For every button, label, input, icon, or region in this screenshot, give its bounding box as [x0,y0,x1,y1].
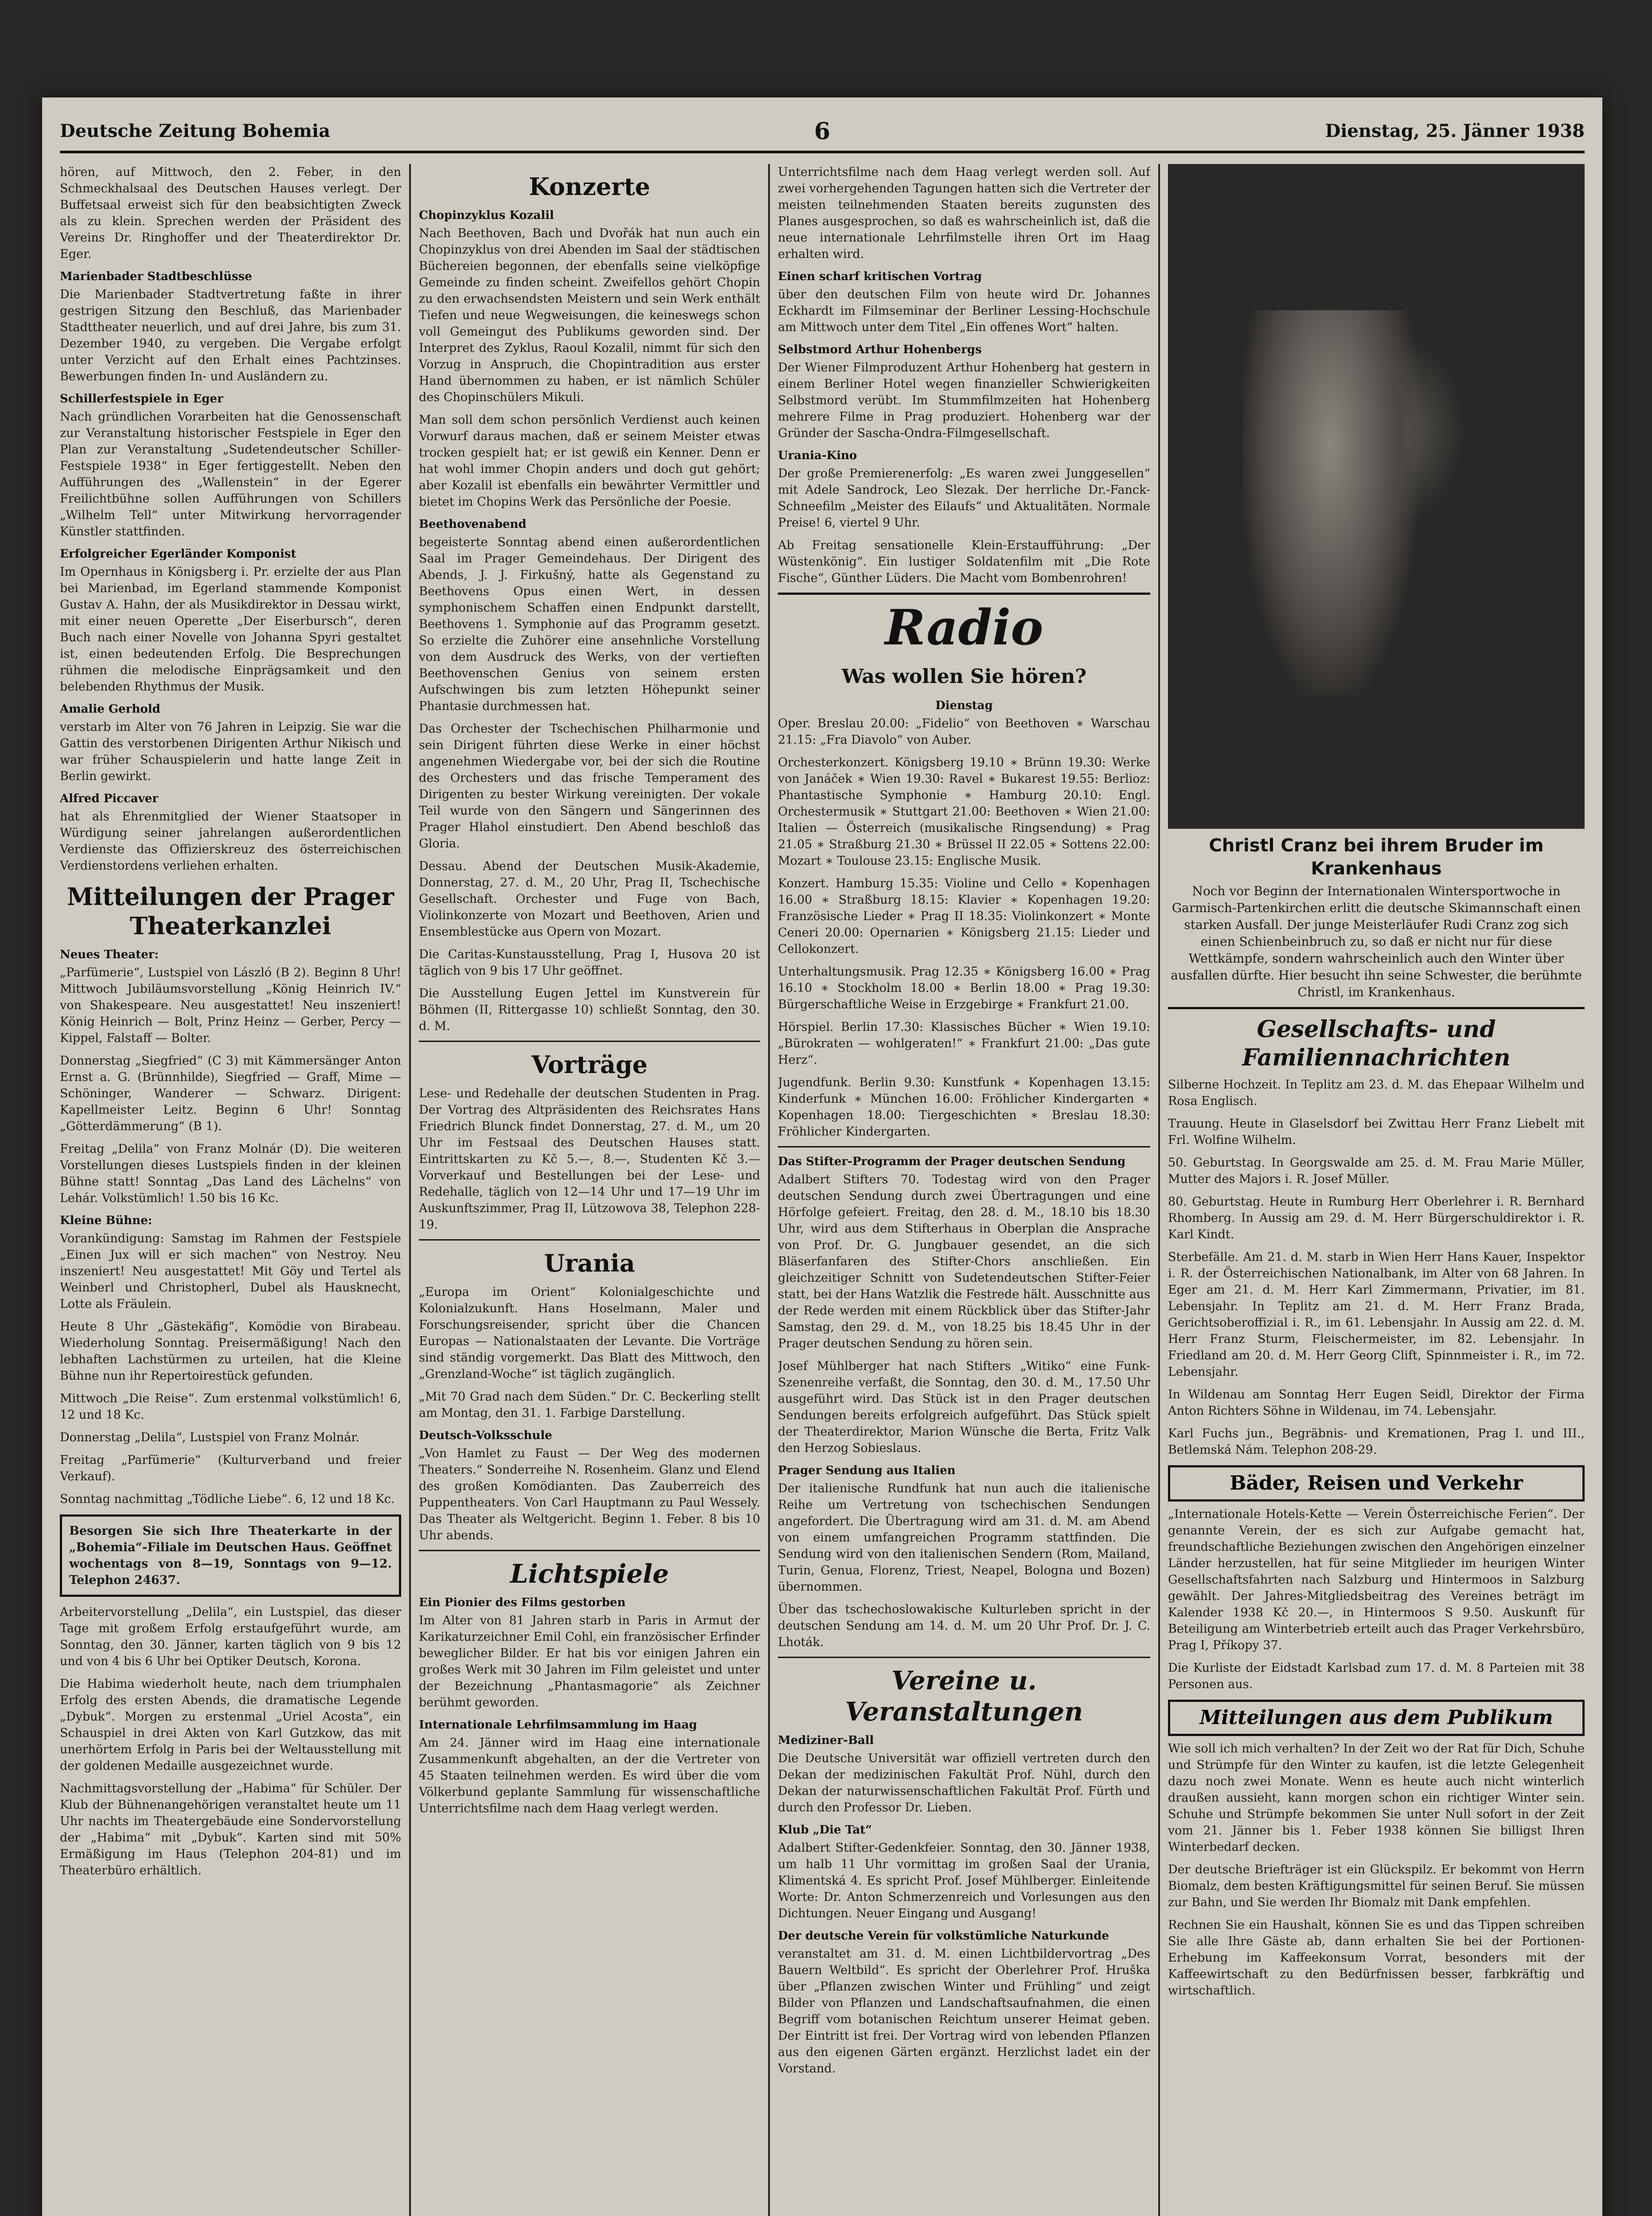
divider [778,593,1150,595]
radio-subheading: Was wollen Sie hören? [841,665,1087,688]
article-paragraph: Die Deutsche Universität war offiziell vertreten durch den Dekan der medizinischen Fakultät Prof. Nühl, durch den Dekan der naturwissenschaftlichen Fakultät Prof. Fürth und durch den Professor Dr. Lieben. [778,1752,1150,1814]
issue-date: Dienstag, 25. Jänner 1938 [1325,121,1585,141]
column-rule [409,164,411,2216]
article-paragraph: Silberne Hochzeit. In Teplitz am 23. d. M. das Ehepaar Wilhelm und Rosa Englisch. [1168,1078,1585,1108]
section-heading-urania: Urania [544,1249,635,1277]
article-kicker: Das Stifter-Programm der Prager deutschen Sendung [778,1155,1126,1168]
article-paragraph: Die Marienbader Stadtvertretung faßte in ihrer gestrigen Sitzung den Beschluß, das Marienbader Stadttheater neuerlich, und auf drei Jahre, bis zum 31. Dezember 1940, zu vergeben. Die Vergabe erfolgt unter Verzicht auf den Erhalt eines Pachtzinses. Bewerbungen finden In- und Ausländern zu. [60,288,401,383]
article-paragraph: über den deutschen Film von heute wird Dr. Johannes Eckhardt im Filmseminar der Berliner Lessing-Hochschule am Mittwoch unter dem Titel „Ein offenes Wort“ halten. [778,288,1150,334]
news-photo [1168,164,1585,829]
section-heading-clubs: Vereine u. Veranstaltungen [845,1666,1083,1727]
ticket-notice: Besorgen Sie sich Ihre Theaterkarte in der „Bohemia“-Filiale im Deutschen Haus. Geöffnet wochentags von 8—19, Sonntags von 9—12. Telephon 24637. [69,1524,392,1587]
article-kicker: Amalie Gerhold [60,702,160,716]
column-3 [778,164,1150,2216]
article-paragraph: hat als Ehrenmitglied der Wiener Staatsoper in Würdigung seiner jahrelangen außerordentlichen Verdienste das Offizierskreuz des österreichischen Verdienstordens verliehen erhalten. [60,810,401,873]
article-paragraph: Sonntag nachmittag „Tödliche Liebe“. 6, 12 und 18 Kc. [60,1492,395,1506]
section-heading-public: Mitteilungen aus dem Publikum [1168,1700,1585,1736]
article-paragraph: Ab Freitag sensationelle Klein-Erstaufführung: „Der Wüstenkönig“. Ein lustiger Soldatenfilm mit „Die Rote Fische“, Günther Lüders. Die Macht vom Bombenrohren! [778,538,1150,585]
article-paragraph: Unterrichtsfilme nach dem Haag verlegt werden soll. Auf zwei vorhergehenden Tagungen hatten sich die Vertreter der meisten teilnehmenden Staaten bereits zugunsten des Planes ausgesprochen, so daß es wahrscheinlich ist, daß die neue internationale Lehrfilmstelle ihren Ort im Haag erhalten wird. [778,165,1150,261]
article-kicker: Schillerfestspiele in Eger [60,392,223,406]
article-kicker: Kleine Bühne: [60,1214,152,1227]
article-paragraph: Nach gründlichen Vorarbeiten hat die Genossenschaft zur Veranstaltung historischer Festspiele in Eger den Plan zur Veranstaltung „Sudetendeutscher Schiller-Festspiele 1938“ in Eger fertiggestellt. Neben den Aufführungen des „Wallenstein“ in der Egerer Freilichtbühne sollen Aufführungen von Schillers „Wilhelm Tell“ unter Mitwirkung hervorragender Künstler stattfinden. [60,410,401,538]
article-paragraph: Trauung. Heute in Glaselsdorf bei Zwittau Herr Franz Liebelt mit Frl. Wolfine Wilhelm. [1168,1117,1585,1147]
column-1 [60,164,401,2216]
article-paragraph: Rechnen Sie ein Haushalt, können Sie es und das Tippen schreiben Sie alle Ihre Gäste ab, dann erhalten Sie bei der Portionen-Erhebung im Kaffeekonsum Vorrat, besonders mit der Kaffeewirtschaft zu den Bedürfnissen besser, farbkräftig und wirtschaftlich. [1168,1918,1585,1998]
article-kicker: Einen scharf kritischen Vortrag [778,270,982,283]
article-paragraph: Über das tschechoslowakische Kulturleben spricht in der deutschen Sendung am 14. d. M. um 20 Uhr Prof. Dr. J. C. Lhoták. [778,1603,1150,1649]
article-kicker: Der deutsche Verein für volkstümliche Naturkunde [778,1929,1109,1943]
article-paragraph: Am 24. Jänner wird im Haag eine internationale Zusammenkunft abgehalten, an der die Vertreter von 45 Staaten teilnehmen werden. Es wird über die vom Völkerbund geplante Sammlung für wissenschaftliche Unterrichtsfilme nach dem Haag verlegt werden. [419,1736,760,1815]
article-kicker: Prager Sendung aus Italien [778,1464,956,1477]
article-paragraph: Nachmittagsvorstellung der „Habima“ für Schüler. Der Klub der Bühnenangehörigen veranstaltet heute um 11 Uhr nachts im Theatergebäude eine Sondervorstellung der „Habima“ mit „Dybuk“. Karten sind mit 50% Ermäßigung im Haus (Telephon 204-81) und im Theaterbüro erhältlich. [60,1782,401,1877]
article-kicker: Alfred Piccaver [60,792,158,805]
article-paragraph: Das Orchester der Tschechischen Philharmonie und sein Dirigent führten diese Werke in einer höchst angenehmen Wiedergabe vor, bei der sich die Routine des Orchesters und das frische Temperament des Dirigenten zu bester Wirkung vereinigten. Der vokale Teil wurde von den Sängern und Sängerinnen des Prager Hlahol einstudiert. Den Abend beschloß das Gloria. [419,722,760,851]
article-paragraph: „Parfümerie“, Lustspiel von László (B 2). Beginn 8 Uhr! Mittwoch Jubiläumsvorstellung „König Heinrich IV.“ von Shakespeare. Neu ausgestattet! Neu inszeniert! König Heinrich — Bolt, Prinz Heinz — Gerber, Percy — Kippel, Falstaff — Bolter. [60,966,401,1045]
article-kicker: Klub „Die Tat“ [778,1823,872,1837]
article-paragraph: Mittwoch „Die Reise“. Zum erstenmal volkstümlich! 6, 12 und 18 Kc. [60,1392,401,1422]
article-paragraph: Die Ausstellung Eugen Jettel im Kunstverein für Böhmen (II, Rittergasse 10) schließt Sonntag, den 30. d. M. [419,987,760,1033]
radio-listing: Unterhaltungsmusik. Prag 12.35 ∗ Königsberg 16.00 ∗ Prag 16.10 ∗ Stockholm 18.00 ∗ Berlin 18.00 ∗ Prag 19.30: Bürgerschaftliche Weise in Erzgebirge ∗ Frankfurt 21.00. [778,965,1150,1011]
article-paragraph: „Mit 70 Grad nach dem Süden.“ Dr. C. Beckerling stellt am Montag, den 31. 1. Farbige Darstellung. [419,1390,760,1420]
divider [419,1550,760,1551]
section-heading-concerts: Konzerte [529,172,650,201]
article-kicker: Neues Theater: [60,948,159,961]
newspaper-page [42,98,1602,2216]
article-paragraph: Im Opernhaus in Königsberg i. Pr. erzielte der aus Plan bei Marienbad, im Egerland stammende Komponist Gustav A. Hahn, der als Musikdirektor in Dessau wirkt, mit einer neuen Operette „Der Eiserbursch“, deren Buch nach einer Novelle von Johanna Spyri gestaltet ist, einen bedeutenden Erfolg. Die Besprechungen rühmen die melodische Einprägsamkeit und den belebenden Rhythmus der Musik. [60,565,401,694]
section-heading-society: Gesellschafts- und Familiennachrichten [1242,1016,1511,1071]
article-paragraph: Man soll dem schon persönlich Verdienst auch keinen Vorwurf daraus machen, daß er seinem Meister etwas trocken gespielt hat; er ist gewiß ein Kenner. Denn er hat wohl immer Chopin anders und doch gut gehört; aber Kozalil ist ebenfalls ein bewährter Vermittler und bietet im Chopins Werk das Persönliche der Poesie. [419,413,760,509]
article-paragraph: Sterbefälle. Am 21. d. M. starb in Wien Herr Hans Kauer, Inspektor i. R. der Österreichischen Nationalbank, im Alter von 68 Jahren. In Eger am 21. d. M. Herr Karl Zimmermann, Privatier, im 81. Lebensjahr. In Teplitz am 21. d. M. Herr Franz Brada, Gerichtsoberoffizial i. R., im 61. Lebensjahr. In Aussig am 22. d. M. Herr Franz Sturm, Fleischermeister, im 82. Lebensjahr. In Friedland am 20. d. M. Herr Georg Clift, Spinnmeister i. R., im 72. Lebensjahr. [1168,1250,1585,1379]
column-4 [1168,164,1585,2216]
article-paragraph: Freitag „Delila“ von Franz Molnár (D). Die weiteren Vorstellungen dieses Lustspiels finden in der kleinen Bühne statt! Sonntag „Das Land des Lächelns“ von Lehár. Volkstümlich! 1.50 bis 16 Kc. [60,1142,401,1205]
article-paragraph: Heute 8 Uhr „Gästekäfig“, Komödie von Birabeau. Wiederholung Sonntag. Preisermäßigung! Nach den lebhaften Lachstürmen zu urteilen, hat die Kleine Bühne nun ihr Repertoirestück gefunden. [60,1320,401,1383]
radio-day: Dienstag [935,699,993,712]
article-paragraph: Arbeitervorstellung „Delila“, ein Lustspiel, das dieser Tage mit großem Erfolg erstaufgeführt wurde, am Sonntag, den 30. Jänner, karten täglich von 9 bis 12 und von 4 bis 6 Uhr bei Optiker Deutsch, Korona. [60,1605,401,1668]
article-paragraph: Die Caritas-Kunstausstellung, Prag I, Husova 20 ist täglich von 9 bis 17 Uhr geöffnet. [419,948,760,978]
article-paragraph: Adalbert Stifters 70. Todestag wird von den Prager deutschen Sendung durch zwei Übertragungen und eine Hörfolge gefeiert. Freitag, den 28. d. M., 18.10 bis 18.30 Uhr, wird aus dem Stifterhaus in Oberplan die Ansprache von Prof. Dr. G. Jungbauer gesendet, an die sich Bläserfanfaren des Stifter-Chors anschließen. Ein gleichzeitiger Schnitt von Sudetendeutschen Stifter-Feier statt, bei der Hans Watzlik die Festrede hält. Ausschnitte aus der Rede werden mit einem Rückblick über das Stifter-Jahr Samstag, den 29. d. M., von 18.25 bis 18.45 Uhr in der Prager deutschen Sendung zu hören sein. [778,1173,1150,1350]
column-2 [419,164,760,2216]
article-paragraph: „Internationale Hotels-Kette — Verein Österreichische Ferien“. Der genannte Verein, der es sich zur Aufgabe gemacht hat, freundschaftliche Beziehungen zwischen den Angehörigen einzelner Länder herzustellen, hat für seine Mitglieder im heurigen Winter Gesellschaftsfahrten nach Salzburg und Hintermoos in Salzburg gewählt. Der Jahres-Mitgliedsbeitrag des Vereines beträgt im Kalender 1938 Kč 20.—, in Hintermoos S 9.50. Auskunft für Beteiligung am Winterbetrieb erteilt auch das Prager Verkehrsbüro, Prag I, Příkopy 37. [1168,1507,1585,1652]
ticket-notice-box [60,1514,401,1597]
article-paragraph: Freitag „Parfümerie“ (Kulturverband und freier Verkauf). [60,1453,401,1483]
article-kicker: Erfolgreicher Egerländer Komponist [60,547,297,561]
article-kicker: Urania-Kino [778,449,857,462]
article-paragraph: Donnerstag „Siegfried“ (C 3) mit Kämmersänger Anton Ernst a. G. (Brünnhilde), Siegfried — Graff, Mime — Schöninger, Wanderer — Schwarz. Dirigent: Kapellmeister Leitz. Beginn 6 Uhr! Sonntag „Götterdämmerung“ (B 1). [60,1054,401,1133]
running-header [60,115,1585,153]
divider [419,1041,760,1042]
article-paragraph: Lese- und Redehalle der deutschen Studenten in Prag. Der Vortrag des Altpräsidenten des Reichsrates Hans Friedrich Blunck findet Donnerstag, 27. d. M., um 20 Uhr im Festsaal des Deutschen Hauses statt. Eintrittskarten zu Kč 5.—, 8.—, Studenten Kč 3.— Vorverkauf und Bestellungen bei der Lese- und Redehalle, täglich von 12—14 Uhr und 17—19 Uhr im Auskunftszimmer, Prag II, Lützowova 38, Telephon 228-19. [419,1087,760,1232]
masthead-title: Deutsche Zeitung Bohemia [60,121,330,141]
photo-caption: Noch vor Beginn der Internationalen Wintersportwoche in Garmisch-Partenkirchen erlitt die deutsche Skimannschaft einen starken Ausfall. Der junge Meisterläufer Rudi Cranz zog sich einen Schienbeinbruch zu, so daß er nicht nur für diese Wettkämpfe, sondern wahrscheinlich auch den Winter über ausfallen dürfte. Hier besucht ihn seine Schwester, die berühmte Christl, im Krankenhaus. [1171,884,1582,999]
divider [1168,1007,1585,1009]
section-heading-cinema: Lichtspiele [510,1559,669,1589]
article-paragraph: Der deutsche Briefträger ist ein Glückspilz. Er bekommt von Herrn Biomalz, dem besten Kräftigungsmittel für seinen Beruf. Sie müssen zur Bahn, und Sie werden Ihr Biomalz mit Dank empfehlen. [1168,1863,1585,1909]
section-heading: Mitteilungen der Prager Theaterkanzlei [66,882,394,940]
divider [778,1657,1150,1658]
photo-caption-title: Christl Cranz bei ihrem Bruder im Krankenhaus [1209,835,1544,879]
article-kicker: Selbstmord Arthur Hohenbergs [778,343,982,356]
article-paragraph: Der italienische Rundfunk hat nun auch die italienische Reihe um Vertretung von tschechischen Sendungen angefordert. Die Übertragung wird am 31. d. M. am Abend von einem umfangreichen Programm stattfinden. Die Sendung wird von den italienischen Sendern (Rom, Mailand, Turin, Genua, Florenz, Triest, Neapel, Bologna und Bozen) übernommen. [778,1482,1150,1594]
article-paragraph: „Von Hamlet zu Faust — Der Weg des modernen Theaters.“ Sonderreihe N. Rosenheim. Glanz und Elend des großen Komödianten. Das Zauberreich des Puppentheaters. Von Carl Hauptmann zu Paul Wessely. Das Theater als Weltgericht. Beginn 1. Feber. 8 bis 10 Uhr abends. [419,1447,760,1542]
article-paragraph: hören, auf Mittwoch, den 2. Feber, in den Schmeckhalsaal des Deutschen Hauses verlegt. Der Buffetsaal erweist sich für den beabsichtigten Zweck als zu klein. Sprechen werden der Präsident des Vereins Dr. Ringhoffer und der Theaterdirektor Dr. Eger. [60,165,401,261]
article-paragraph: Der Wiener Filmproduzent Arthur Hohenberg hat gestern in einem Berliner Hotel wegen finanzieller Schwierigkeiten Selbstmord verübt. Im Stummfilmzeiten hat Hohenberg mehrere Filme in Prag produziert. Hohenberg war der Gründer der Sascha-Ondra-Filmgesellschaft. [778,361,1150,440]
article-paragraph: veranstaltet am 31. d. M. einen Lichtbildervortrag „Des Bauern Weltbild“. Es spricht der Oberlehrer Prof. Hruška über „Pflanzen zwischen Winter und Frühling“ und zeigt Bilder von Pflanzen und Landschaftsaufnahmen, die einen Begriff vom botanischen Reichtum unserer Heimat geben. Der Eintritt ist frei. Der Vortrag wird von lebenden Pflanzen aus den eigenen Gärten ergänzt. Herzlichst ladet ein der Vorstand. [778,1947,1150,2076]
section-heading-travel: Bäder, Reisen und Verkehr [1168,1465,1585,1502]
article-paragraph: begeisterte Sonntag abend einen außerordentlichen Saal im Prager Gemeindehaus. Der Dirigent des Abends, J. J. Firkušný, hatte als Gegenstand zu Beethovens Opus einen Wert, in dessen symphonischem Schaffen einen Endpunkt darstellt, Beethovens 1. Symphonie auf das Programm gesetzt. So erzielte die Zuhörer eine ansehnliche Vorstellung von dem Ausdruck des Werks, von der vertieften Beethovenschen Genius von seinem ersten Aufschwingen bis zum letzten Höhepunkt seiner Phantasie durchmessen hat. [419,535,760,713]
article-paragraph: verstarb im Alter von 76 Jahren in Leipzig. Sie war die Gattin des verstorbenen Dirigenten Arthur Nikisch und war früher Schauspielerin und hatte lange Zeit in Berlin gewirkt. [60,720,401,783]
article-kicker: Internationale Lehrfilmsammlung im Haag [419,1718,697,1732]
article-paragraph: Wie soll ich mich verhalten? In der Zeit wo der Rat für Dich, Schuhe und Strümpfe für den Winter zu kaufen, ist die letzte Gelegenheit dazu noch zwei Monate. Wenn es heute auch nicht winterlich draußen aussieht, kann morgen schon ein richtiger Winter sein. Schuhe und Strümpfe bekommen Sie unter Null sofort in der Zeit vom 21. Jänner bis 1. Feber 1938 können Sie billigst Ihren Winterbedarf decken. [1168,1742,1585,1854]
article-kicker: Marienbader Stadtbeschlüsse [60,270,252,283]
article-paragraph: Die Habima wiederholt heute, nach dem triumphalen Erfolg des ersten Abends, die dramatische Legende „Dybuk“. Morgen zu erstenmal „Uriel Acosta“, ein Schauspiel in drei Akten von Karl Gutzkow, das mit unerhörtem Erfolg in Paris bei der Weltausstellung mit der goldenen Medaille ausgezeichnet wurde. [60,1677,401,1773]
article-paragraph: Im Alter von 81 Jahren starb in Paris in Armut der Karikaturzeichner Emil Cohl, ein französischer Erfinder beweglicher Bilder. Er hat bis vor einigen Jahren ein großes Werk mit 30 Jahren im Film geleistet und unter der Bezeichnung „Phantasmagorie“ als Zeichner berühmt geworden. [419,1614,760,1709]
section-heading-radio: Radio [885,599,1043,656]
article-kicker: Deutsch-Volksschule [419,1429,552,1442]
article-kicker: Mediziner-Ball [778,1734,874,1747]
article-paragraph: „Europa im Orient“ Kolonialgeschichte und Kolonialzukunft. Hans Hoselmann, Maler und Forschungsreisender, spricht über die Chancen Europas — Nationalstaaten der Levante. Die Vorträge sind ständig vorgemerkt. Das Blatt des Mittwoch, den „Grenzland-Woche“ ist täglich zugänglich. [419,1285,760,1381]
column-rule [1158,164,1160,2216]
page-number: 6 [814,118,831,145]
radio-listing: Jugendfunk. Berlin 9.30: Kunstfunk ∗ Kopenhagen 13.15: Kinderfunk ∗ München 16.00: Fröhlicher Kindergarten ∗ Kopenhagen 18.00: Tiergeschichten ∗ Breslau 18.30: Fröhlicher Kindergarten. [778,1076,1150,1139]
article-paragraph: Der große Premierenerfolg: „Es waren zwei Junggesellen“ mit Adele Sandrock, Leo Slezak. Der herrliche Dr.-Fanck-Schneefilm „Meister des Eilaufs“ und Aktualitäten. Normale Preise! 6, viertel 9 Uhr. [778,467,1150,530]
divider [419,1239,760,1241]
article-kicker: Ein Pionier des Films gestorben [419,1596,626,1609]
article-paragraph: Josef Mühlberger hat nach Stifters „Witiko“ eine Funk-Szenenreihe verfaßt, die Sonntag, den 30. d. M., 17.50 Uhr ausgeführt wird. Das Stück ist in den Prager deutschen Sendungen bereits erfolgreich aufgeführt. Das Stück spielt der Theaterdirektor, Marion Wünsche die Berta, Fritz Valk den Herzog Sobieslaus. [778,1359,1150,1455]
radio-listing: Konzert. Hamburg 15.35: Violine und Cello ∗ Kopenhagen 16.00 ∗ Straßburg 18.15: Klavier ∗ Kopenhagen 19.20: Französische Lieder ∗ Prag II 18.35: Violinkonzert ∗ Monte Ceneri 20.00: Opernarien ∗ Königsberg 21.15: Lieder und Cellokonzert. [778,877,1150,956]
article-paragraph: Karl Fuchs jun., Begräbnis- und Kremationen, Prag I. und III., Betlemská Nám. Telephon 208-29. [1168,1427,1585,1457]
article-paragraph: In Wildenau am Sonntag Herr Eugen Seidl, Direktor der Firma Anton Richters Söhne in Wildenau, im 74. Lebensjahr. [1168,1388,1585,1418]
article-paragraph: 50. Geburtstag. In Georgswalde am 25. d. M. Frau Marie Müller, Mutter des Majors i. R. Josef Müller. [1168,1156,1585,1186]
radio-listing: Hörspiel. Berlin 17.30: Klassisches Bücher ∗ Wien 19.10: „Bürokraten — wohlgeraten!“ ∗ Frankfurt 21.00: „Das gute Herz“. [778,1020,1150,1067]
article-paragraph: Die Kurliste der Eidstadt Karlsbad zum 17. d. M. 8 Parteien mit 38 Personen aus. [1168,1661,1585,1691]
article-paragraph: Vorankündigung: Samstag im Rahmen der Festspiele „Einen Jux will er sich machen“ von Nestroy. Neu inszeniert! Neu ausgestattet! Mit Göy und Tertel als Weinberl und Christopherl, Dubel als Hausknecht, Lotte als Fräulein. [60,1232,401,1311]
column-rule [768,164,770,2216]
divider [778,1146,1150,1147]
article-paragraph: Nach Beethoven, Bach und Dvořák hat nun auch ein Chopinzyklus von drei Abenden im Saal der städtischen Büchereien begonnen, der ebenfalls seine vielköpfige Gemeinde zu finden scheint. Zweifellos gehört Chopin zu den erwachsendsten Meistern und sein Werk enthält Tiefen und neue Wegweisungen, die keineswegs schon voll Gemeingut des Publikums geworden sind. Der Interpret des Zyklus, Raoul Kozalil, nimmt für sich den Vorzug in Anspruch, die Chopintradition aus erster Hand übernommen zu haben, er ist nämlich Schüler des Chopinschülers Mikuli. [419,226,760,404]
section-heading-lectures: Vorträge [531,1050,648,1079]
radio-listing: Oper. Breslau 20.00: „Fidelio“ von Beethoven ∗ Warschau 21.15: „Fra Diavolo“ von Auber. [778,717,1150,747]
radio-listing: Orchesterkonzert. Königsberg 19.10 ∗ Brünn 19.30: Werke von Janáček ∗ Wien 19.30: Ravel ∗ Bukarest 19.55: Berlioz: Phantastische Symphonie ∗ Hamburg 20.10: Engl. Orchestermusik ∗ Stuttgart 21.00: Beethoven ∗ Wien 21.00: Italien — Österreich (musikalische Ringsendung) ∗ Prag 21.05 ∗ Straßburg 21.30 ∗ Brüssel II 22.05 ∗ Sottens 22.00: Mozart ∗ Toulouse 23.15: Englische Musik. [778,756,1150,868]
article-kicker: Chopinzyklus Kozalil [419,209,554,222]
article-paragraph: Adalbert Stifter-Gedenkfeier. Sonntag, den 30. Jänner 1938, um halb 11 Uhr vormittag im großen Saal der Urania, Klimentská 4. Es spricht Prof. Josef Mühlberger. Einleitende Worte: Dr. Anton Schmerzenreich und Vorlesungen aus den Dichtungen. Neuer Eingang und Ausgang! [778,1841,1150,1920]
article-kicker: Beethovenabend [419,518,527,531]
article-paragraph: 80. Geburtstag. Heute in Rumburg Herr Oberlehrer i. R. Bernhard Rhomberg. In Aussig am 29. d. M. Herr Bürgerschuldirektor i. R. Karl Kindt. [1168,1195,1585,1241]
article-paragraph: Dessau. Abend der Deutschen Musik-Akademie, Donnerstag, 27. d. M., 20 Uhr, Prag II, Tschechische Gesellschaft. Orchester und Fuge von Bach, Violinkonzerte von Mozart und Beethoven, Arien und Ensemblestücke aus Opern von Mozart. [419,859,760,939]
article-paragraph: Donnerstag „Delila“, Lustspiel von Franz Molnár. [60,1431,359,1444]
